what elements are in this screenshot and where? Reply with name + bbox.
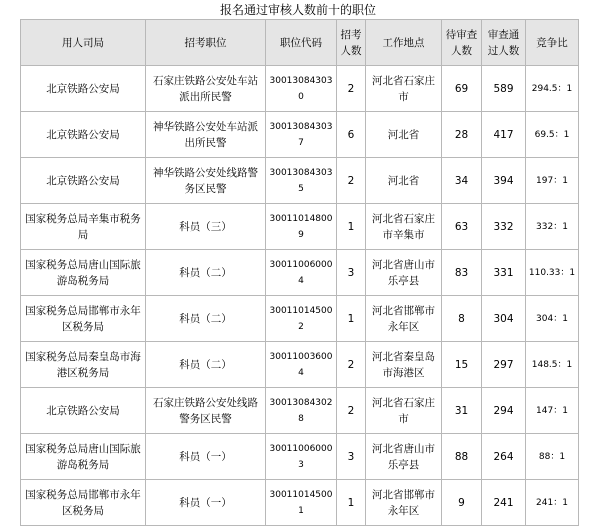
cell-quota: 6 <box>337 112 366 158</box>
cell-post: 科员（二） <box>146 250 266 296</box>
cell-code: 300130843035 <box>266 158 337 204</box>
cell-dept: 北京铁路公安局 <box>21 158 146 204</box>
cell-dept: 国家税务总局邯郸市永年区税务局 <box>21 480 146 526</box>
cell-dept: 北京铁路公安局 <box>21 388 146 434</box>
cell-code: 300130843037 <box>266 112 337 158</box>
cell-pending: 63 <box>442 204 482 250</box>
header-ratio: 竞争比 <box>526 20 579 66</box>
header-pending: 待审查人数 <box>442 20 482 66</box>
cell-location: 河北省石家庄市 <box>366 66 442 112</box>
cell-ratio: 69.5：1 <box>526 112 579 158</box>
cell-post: 石家庄铁路公安处车站派出所民警 <box>146 66 266 112</box>
cell-passed: 394 <box>482 158 526 204</box>
cell-post: 神华铁路公安处车站派出所民警 <box>146 112 266 158</box>
cell-pending: 8 <box>442 296 482 342</box>
cell-passed: 589 <box>482 66 526 112</box>
cell-code: 300130843028 <box>266 388 337 434</box>
table-row <box>21 66 579 112</box>
cell-dept: 国家税务总局唐山国际旅游岛税务局 <box>21 250 146 296</box>
header-passed: 审查通过人数 <box>482 20 526 66</box>
cell-ratio: 197：1 <box>526 158 579 204</box>
cell-code: 300130843030 <box>266 66 337 112</box>
cell-dept: 国家税务总局唐山国际旅游岛税务局 <box>21 434 146 480</box>
cell-post: 神华铁路公安处线路警务区民警 <box>146 158 266 204</box>
cell-ratio: 294.5：1 <box>526 66 579 112</box>
cell-quota: 2 <box>337 66 366 112</box>
cell-pending: 9 <box>442 480 482 526</box>
header-code: 职位代码 <box>266 20 337 66</box>
cell-ratio: 304：1 <box>526 296 579 342</box>
cell-location: 河北省唐山市乐亭县 <box>366 434 442 480</box>
cell-passed: 417 <box>482 112 526 158</box>
header-quota: 招考人数 <box>337 20 366 66</box>
table-row <box>21 342 579 388</box>
cell-quota: 3 <box>337 250 366 296</box>
cell-pending: 88 <box>442 434 482 480</box>
cell-ratio: 332：1 <box>526 204 579 250</box>
cell-quota: 1 <box>337 480 366 526</box>
cell-location: 河北省石家庄市 <box>366 388 442 434</box>
cell-pending: 83 <box>442 250 482 296</box>
table-row <box>21 204 579 250</box>
cell-dept: 国家税务总局辛集市税务局 <box>21 204 146 250</box>
cell-pending: 28 <box>442 112 482 158</box>
cell-pending: 34 <box>442 158 482 204</box>
table-row <box>21 434 579 480</box>
cell-ratio: 110.33：1 <box>526 250 579 296</box>
cell-location: 河北省 <box>366 112 442 158</box>
cell-code: 300110145001 <box>266 480 337 526</box>
header-row <box>21 20 579 66</box>
cell-dept: 国家税务总局邯郸市永年区税务局 <box>21 296 146 342</box>
cell-quota: 1 <box>337 204 366 250</box>
cell-location: 河北省邯郸市永年区 <box>366 480 442 526</box>
cell-dept: 国家税务总局秦皇岛市海港区税务局 <box>21 342 146 388</box>
positions-table <box>20 19 579 526</box>
cell-dept: 北京铁路公安局 <box>21 66 146 112</box>
cell-passed: 264 <box>482 434 526 480</box>
cell-code: 300110060003 <box>266 434 337 480</box>
cell-ratio: 147：1 <box>526 388 579 434</box>
table-row <box>21 296 579 342</box>
cell-post: 科员（二） <box>146 296 266 342</box>
cell-passed: 297 <box>482 342 526 388</box>
cell-pending: 69 <box>442 66 482 112</box>
cell-quota: 2 <box>337 388 366 434</box>
cell-pending: 15 <box>442 342 482 388</box>
table-body <box>21 66 579 526</box>
cell-passed: 241 <box>482 480 526 526</box>
cell-passed: 332 <box>482 204 526 250</box>
cell-location: 河北省石家庄市辛集市 <box>366 204 442 250</box>
cell-quota: 1 <box>337 296 366 342</box>
cell-code: 300110145002 <box>266 296 337 342</box>
table-title: 报名通过审核人数前十的职位 <box>219 3 376 17</box>
header-dept: 用人司局 <box>21 20 146 66</box>
cell-post: 科员（二） <box>146 342 266 388</box>
cell-passed: 294 <box>482 388 526 434</box>
cell-location: 河北省邯郸市永年区 <box>366 296 442 342</box>
cell-passed: 331 <box>482 250 526 296</box>
cell-ratio: 241：1 <box>526 480 579 526</box>
cell-post: 科员（一） <box>146 434 266 480</box>
table-row <box>21 388 579 434</box>
cell-post: 科员（三） <box>146 204 266 250</box>
cell-passed: 304 <box>482 296 526 342</box>
cell-location: 河北省 <box>366 158 442 204</box>
cell-post: 科员（一） <box>146 480 266 526</box>
cell-code: 300110036004 <box>266 342 337 388</box>
cell-dept: 北京铁路公安局 <box>21 112 146 158</box>
header-post: 招考职位 <box>146 20 266 66</box>
cell-quota: 3 <box>337 434 366 480</box>
cell-post: 石家庄铁路公安处线路警务区民警 <box>146 388 266 434</box>
table-row <box>21 158 579 204</box>
cell-location: 河北省唐山市乐亭县 <box>366 250 442 296</box>
cell-ratio: 88：1 <box>526 434 579 480</box>
cell-quota: 2 <box>337 342 366 388</box>
cell-code: 300110060004 <box>266 250 337 296</box>
table-row <box>21 112 579 158</box>
table-row <box>21 480 579 526</box>
header-location: 工作地点 <box>366 20 442 66</box>
table-row <box>21 250 579 296</box>
cell-ratio: 148.5：1 <box>526 342 579 388</box>
cell-pending: 31 <box>442 388 482 434</box>
cell-quota: 2 <box>337 158 366 204</box>
cell-location: 河北省秦皇岛市海港区 <box>366 342 442 388</box>
cell-code: 300110148009 <box>266 204 337 250</box>
